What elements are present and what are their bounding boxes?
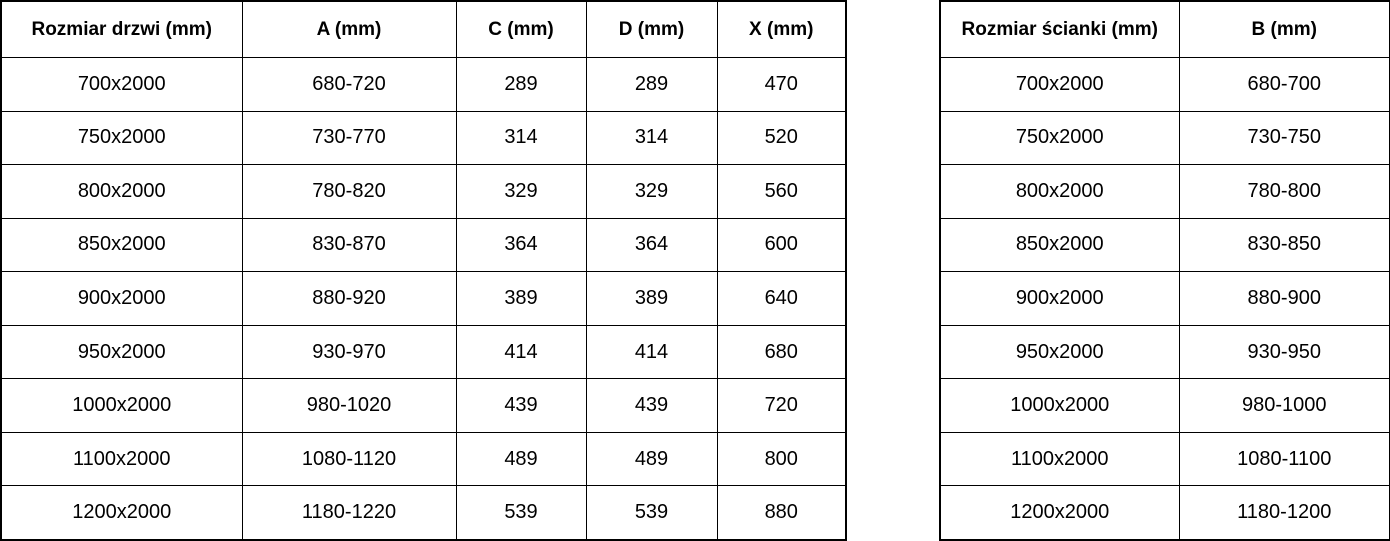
- table-cell: 680: [717, 325, 846, 379]
- table-cell: 329: [456, 165, 586, 219]
- table-row: [1, 58, 846, 112]
- table-cell: 700x2000: [1, 58, 242, 112]
- table-cell: 850x2000: [940, 218, 1179, 272]
- table-row: [1, 272, 846, 326]
- column-header: D (mm): [586, 1, 717, 58]
- table-cell: 750x2000: [940, 111, 1179, 165]
- table-cell: 830-870: [242, 218, 456, 272]
- table-cell: 1080-1120: [242, 432, 456, 486]
- table-cell: 600: [717, 218, 846, 272]
- table-cell: 730-750: [1179, 111, 1390, 165]
- column-header: Rozmiar drzwi (mm): [1, 1, 242, 58]
- wall-size-table: [939, 0, 1390, 541]
- table-cell: 730-770: [242, 111, 456, 165]
- table-cell: 1100x2000: [1, 432, 242, 486]
- header-row: [1, 1, 846, 58]
- table-row: [940, 432, 1390, 486]
- table-cell: 850x2000: [1, 218, 242, 272]
- table-row: [940, 379, 1390, 433]
- table-cell: 830-850: [1179, 218, 1390, 272]
- table-cell: 539: [586, 486, 717, 540]
- table-cell: 539: [456, 486, 586, 540]
- table-cell: 930-970: [242, 325, 456, 379]
- table-cell: 489: [586, 432, 717, 486]
- table-cell: 750x2000: [1, 111, 242, 165]
- table-cell: 800x2000: [940, 165, 1179, 219]
- table-row: [1, 379, 846, 433]
- table-cell: 700x2000: [940, 58, 1179, 112]
- table-cell: 720: [717, 379, 846, 433]
- table-cell: 1100x2000: [940, 432, 1179, 486]
- table-cell: 470: [717, 58, 846, 112]
- table-cell: 640: [717, 272, 846, 326]
- table-cell: 1180-1220: [242, 486, 456, 540]
- table-cell: 1180-1200: [1179, 486, 1390, 540]
- column-header: Rozmiar ścianki (mm): [940, 1, 1179, 58]
- table-row: [940, 58, 1390, 112]
- table-cell: 980-1000: [1179, 379, 1390, 433]
- table-cell: 950x2000: [1, 325, 242, 379]
- table-cell: 1200x2000: [940, 486, 1179, 540]
- table-cell: 880-900: [1179, 272, 1390, 326]
- table-row: [1, 218, 846, 272]
- table-row: [1, 165, 846, 219]
- table-cell: 560: [717, 165, 846, 219]
- table-cell: 314: [586, 111, 717, 165]
- table-cell: 950x2000: [940, 325, 1179, 379]
- table-cell: 1000x2000: [1, 379, 242, 433]
- table-cell: 329: [586, 165, 717, 219]
- table-cell: 439: [586, 379, 717, 433]
- table-row: [1, 432, 846, 486]
- table-cell: 389: [586, 272, 717, 326]
- column-header: X (mm): [717, 1, 846, 58]
- table-cell: 800x2000: [1, 165, 242, 219]
- table-cell: 364: [456, 218, 586, 272]
- header-row: [940, 1, 1390, 58]
- table-row: [1, 325, 846, 379]
- table-cell: 1080-1100: [1179, 432, 1390, 486]
- table-cell: 289: [586, 58, 717, 112]
- table-cell: 880: [717, 486, 846, 540]
- table-cell: 314: [456, 111, 586, 165]
- column-header: A (mm): [242, 1, 456, 58]
- table-cell: 780-820: [242, 165, 456, 219]
- table-cell: 520: [717, 111, 846, 165]
- table-cell: 289: [456, 58, 586, 112]
- table-cell: 880-920: [242, 272, 456, 326]
- table-row: [940, 111, 1390, 165]
- table-cell: 1200x2000: [1, 486, 242, 540]
- table-cell: 489: [456, 432, 586, 486]
- table-cell: 414: [456, 325, 586, 379]
- table-cell: 900x2000: [1, 272, 242, 326]
- table-row: [940, 325, 1390, 379]
- table-cell: 780-800: [1179, 165, 1390, 219]
- table-cell: 680-700: [1179, 58, 1390, 112]
- table-cell: 800: [717, 432, 846, 486]
- table-cell: 900x2000: [940, 272, 1179, 326]
- table-row: [940, 486, 1390, 540]
- column-header: C (mm): [456, 1, 586, 58]
- table-cell: 414: [586, 325, 717, 379]
- table-cell: 680-720: [242, 58, 456, 112]
- table-cell: 439: [456, 379, 586, 433]
- table-row: [940, 272, 1390, 326]
- table-row: [1, 486, 846, 540]
- table-cell: 1000x2000: [940, 379, 1179, 433]
- table-cell: 364: [586, 218, 717, 272]
- column-header: B (mm): [1179, 1, 1390, 58]
- table-row: [940, 165, 1390, 219]
- table-cell: 930-950: [1179, 325, 1390, 379]
- table-row: [940, 218, 1390, 272]
- table-cell: 389: [456, 272, 586, 326]
- table-cell: 980-1020: [242, 379, 456, 433]
- table-row: [1, 111, 846, 165]
